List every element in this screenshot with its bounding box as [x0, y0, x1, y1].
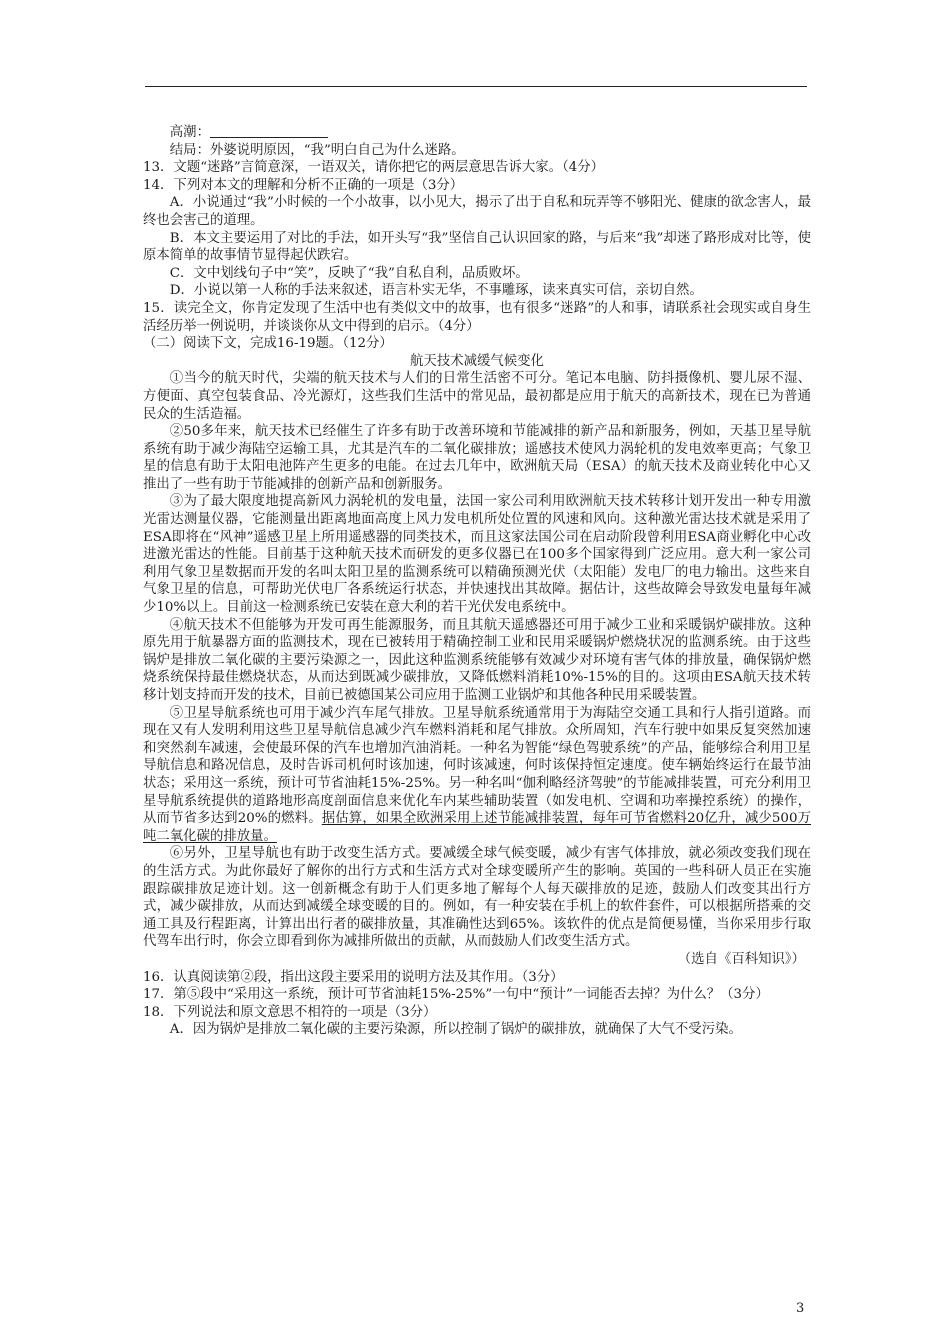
underlined-sentence: 据估算，如果全欧洲采用上述节能减排装置，每年可节省燃料20亿升，减少500万吨二氧化碳的排放量。 — [143, 811, 811, 844]
document-body — [143, 124, 811, 1039]
option-14b: B．本文主要运用了对比的手法，如开头写“我”坚信自己认识回家的路，与后来“我”却迷了路形成对比等，使原本简单的故事情节显得起伏跌宕。 — [143, 230, 811, 264]
page-number: 3 — [796, 1301, 805, 1316]
question-15: 15．读完全文，你肯定发现了生活中也有类似文中的故事，也有很多“迷路”的人和事，请联系社会现实或自身生活经历举一例说明，并谈谈你从文中得到的启示。（4分） — [143, 300, 811, 334]
question-18: 18．下列说法和原文意思不相符的一项是（3分） — [143, 1004, 437, 1020]
paragraph-5 — [143, 705, 811, 846]
ending-line: 结局：外婆说明原因，“我”明白自己为什么迷路。 — [169, 142, 465, 158]
paragraph-5-text: ⑤卫星导航系统也可用于减少汽车尾气排放。卫星导航系统通常用于为海陆空交通工具和行人指引道路。而现在又有人发明利用这些卫星导航信息减少汽车燃料消耗和尾气排放。众所周知，汽车行驶中如果反复突然加速和突然刹车减速，会使最环保的汽车也增加汽油消耗。一种名为智能“绿色驾驶系统”的产品，能够综合利用卫星导航信息和路况信息，及时告诉司机何时该加速，何时该减速，何时该保持恒定速度。使车辆始终运行在最节油状态；采用这一系统，预计可节省油耗15%-25%。另一种名叫“伽利略经济驾驶”的节能减排装置，可充分利用卫星导航系统提供的道路地形高度剖面信息来优化车内某些辅助装置（如发电机、空调和功率操控系统）的操作，从而节省多达到20%的燃料。 — [143, 705, 811, 827]
paragraph-3: ③为了最大限度地提高新风力涡轮机的发电量，法国一家公司利用欧洲航天技术转移计划开发出一种专用激光雷达测量仪器，它能测量出距离地面高度上风力发电机所处位置的风速和风向。这种激光雷达技术就是采用了ESA即将在“风神”遥感卫星上所用遥感器的同类技术，而且这家法国公司在启动阶段曾利用ESA商业孵化中心改进激光雷达的性能。目前基于这种航天技术而研发的更多仪器已在100多个国家得到广泛应用。意大利一家公司利用气象卫星数据而开发的名叫太阳卫星的监测系统可以精确预测光伏（太阳能）发电厂的电力输出。这些来自气象卫星的信息，可帮助光伏电厂各系统运行状态，并快速找出其故障。据估计，这些故障会导致发电量每年减少10%以上。目前这一检测系统已安装在意大利的若干光伏发电系统中。 — [143, 494, 811, 616]
option-14d: D．小说以第一人称的手法来叙述，语言朴实无华，不事雕琢，读来真实可信，亲切自然。 — [169, 283, 703, 299]
answer-blank — [210, 124, 328, 138]
question-13: 13．文题“迷路”言简意深，一语双关，请你把它的两层意思告诉大家。（4分） — [143, 160, 605, 176]
option-14a: A．小说通过“我”小时候的一个小故事，以小见大，揭示了出于自私和玩弄等不够阳光、健康的欲念害人，最终也会害己的道理。 — [143, 195, 811, 228]
question-14: 14．下列对本文的理解和分析不正确的一项是（3分） — [143, 177, 464, 193]
section-heading: （二）阅读下文，完成16-19题。（12分） — [143, 336, 393, 352]
option-18a: A．因为锅炉是排放二氧化碳的主要污染源，所以控制了锅炉的碳排放，就确保了大气不受污染。 — [169, 1022, 742, 1038]
question-16: 16．认真阅读第②段，指出这段主要采用的说明方法及其作用。（3分） — [143, 969, 564, 985]
paragraph-4: ④航天技术不但能够为开发可再生能源服务，而且其航天遥感器还可用于减少工业和采暖锅炉碳排放。这种原先用于航暴器方面的监测技术，现在已被转用于精确控制工业和民用采暖锅炉燃烧状况的监测系统。由于这些锅炉是排放二氧化碳的主要污染源之一，因此这种监测系统能够有效减少对环境有害气体的排放量，确保锅炉燃烧系统保持最佳燃烧状态，从而达到既减少碳排放，又降低燃料消耗10%-15%的目的。这项由ESA航天技术转移计划支持而开发的技术，目前已被德国某公司应用于监测工业锅炉和其他各种民用采暖装置。 — [143, 617, 811, 703]
paragraph-2: ②50多年来，航天技术已经催生了许多有助于改善环境和节能减排的新产品和新服务，例如，天基卫星导航系统有助于减少海陆空运输工具，尤其是汽车的二氧化碳排放；遥感技术使风力涡轮机的发电效率更高；气象卫星的信息有助于太阳电池阵产生更多的电能。在过去几年中，欧洲航天局（ESA）的航天技术及商业转化中心又推出了一些有助于节能减排的创新产品和创新服务。 — [143, 424, 811, 492]
paragraph-1: ①当今的航天时代，尖端的航天技术与人们的日常生活密不可分。笔记本电脑、防抖摄像机、婴儿尿不湿、方便面、真空包装食品、冷光源灯，这些我们生活中的常见品，最初都是应用于航天的高新技术，现在已为普通民众的生活造福。 — [143, 371, 811, 422]
question-17: 17．第⑤段中“采用这一系统，预计可节省油耗15%-25%”一句中“预计”一词能否去掉？为什么？（3分） — [143, 987, 769, 1003]
header-rule — [145, 86, 807, 87]
article-title: 航天技术减缓气候变化 — [410, 353, 544, 369]
source-citation: （选自《百科知识》） — [677, 951, 805, 967]
paragraph-6: ⑥另外，卫星导航也有助于改变生活方式。要减缓全球气候变暖，减少有害气体排放，就必须改变我们现在的生活方式。为此你最好了解你的出行方式和生活方式对全球变暖所产生的影响。英国的一些科研人员正在实施跟踪碳排放足迹计划。这一创新概念有助于人们更多地了解每个人每天碳排放的足迹，鼓励人们改变其出行方式，减少碳排放，从而达到减缓全球变暖的目的。例如，有一种安装在手机上的软件套件，可以根据所搭乘的交通工具及行程距离，计算出出行者的碳排放量，其准确性达到65%。该软件的优点是简便易懂，当你采用步行取代驾车出行时，你会立即看到你为减排所做出的贡献，从而鼓励人们改变生活方式。 — [143, 846, 811, 950]
climax-line — [143, 124, 811, 142]
climax-label: 高潮： — [169, 125, 210, 140]
option-14c: C．文中划线句子中“笑”，反映了“我”自私自利，品质败坏。 — [169, 265, 529, 281]
